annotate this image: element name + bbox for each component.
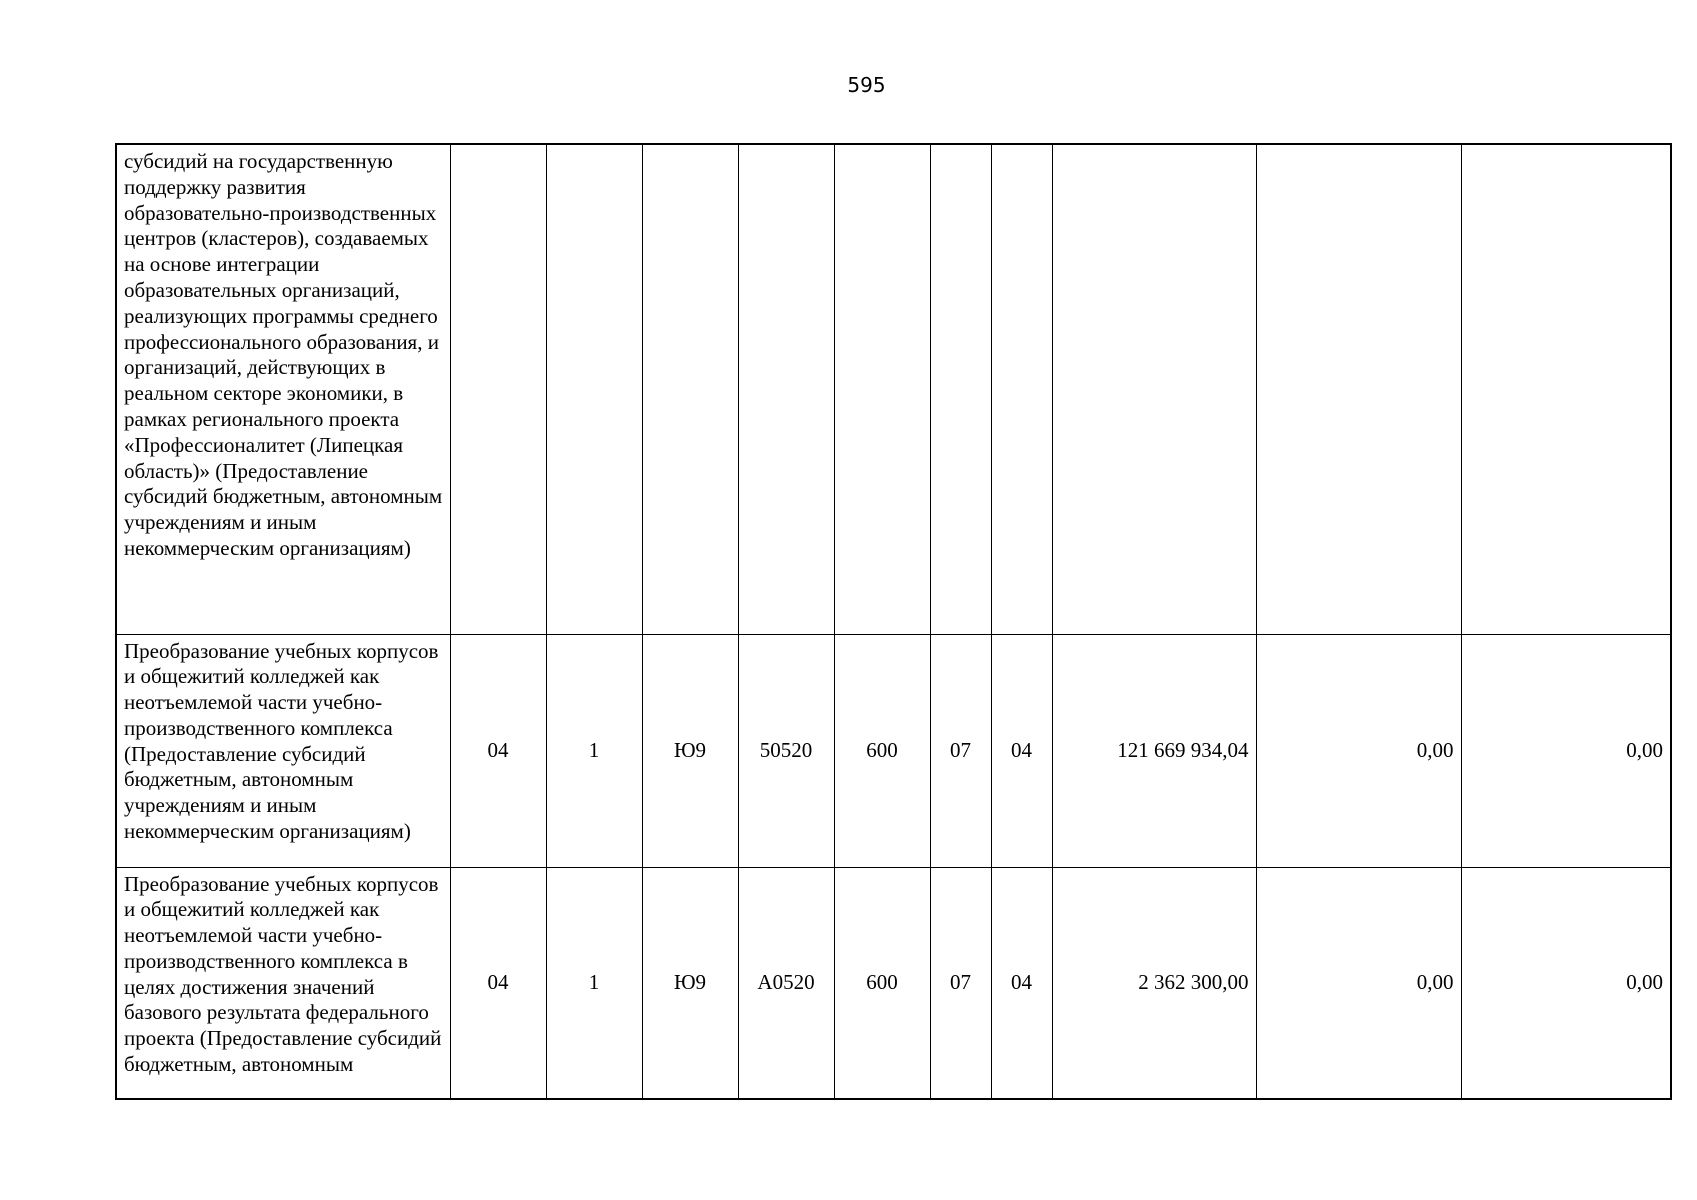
direction-code-cell: А0520 (738, 867, 834, 1099)
section-cell: 07 (930, 867, 991, 1099)
project-code-cell: Ю9 (642, 867, 738, 1099)
program-code-cell: 04 (450, 634, 546, 867)
subsection-cell: 04 (991, 634, 1052, 867)
direction-code-cell: 50520 (738, 634, 834, 867)
amount-1-cell: 121 669 934,04 (1052, 634, 1256, 867)
subsection-cell (991, 144, 1052, 634)
project-code-cell (642, 144, 738, 634)
row-description: субсидий на государственную поддержку развития образовательно-производственных центров (кластеров), создаваемых на основе интеграции образовательных организаций, реализующих программы среднего профессионального образования, и организаций, действующих в реальном секторе экономики, в рамках регионального проекта «Профессионалитет (Липецкая область)» (Предоставление субсидий бюджетным, автономным учреждениям и иным некоммерческим организациям) (116, 144, 450, 634)
subprogram-code-cell: 1 (546, 867, 642, 1099)
expense-type-cell: 600 (834, 867, 930, 1099)
direction-code-cell (738, 144, 834, 634)
program-code-cell: 04 (450, 867, 546, 1099)
expense-type-cell (834, 144, 930, 634)
amount-1-cell (1052, 144, 1256, 634)
table-row (116, 867, 1671, 1099)
budget-table (115, 143, 1672, 1100)
amount-3-cell: 0,00 (1461, 867, 1671, 1099)
row-description: Преобразование учебных корпусов и общежитий колледжей как неотъемлемой части учебно-производственного комплекса (Предоставление субсидий бюджетным, автономным учреждениям и иным некоммерческим организациям) (116, 634, 450, 867)
table-row (116, 634, 1671, 867)
row-description: Преобразование учебных корпусов и общежитий колледжей как неотъемлемой части учебно-производственного комплекса в целях достижения значений базового результата федерального проекта (Предоставление субсидий бюджетным, автономным (116, 867, 450, 1099)
amount-1-cell: 2 362 300,00 (1052, 867, 1256, 1099)
amount-3-cell (1461, 144, 1671, 634)
table-row (116, 144, 1671, 634)
amount-3-cell: 0,00 (1461, 634, 1671, 867)
section-cell: 07 (930, 634, 991, 867)
program-code-cell (450, 144, 546, 634)
amount-2-cell: 0,00 (1256, 867, 1461, 1099)
subprogram-code-cell (546, 144, 642, 634)
amount-2-cell (1256, 144, 1461, 634)
subsection-cell: 04 (991, 867, 1052, 1099)
amount-2-cell: 0,00 (1256, 634, 1461, 867)
project-code-cell: Ю9 (642, 634, 738, 867)
page-number: 595 (847, 73, 886, 97)
expense-type-cell: 600 (834, 634, 930, 867)
section-cell (930, 144, 991, 634)
subprogram-code-cell: 1 (546, 634, 642, 867)
